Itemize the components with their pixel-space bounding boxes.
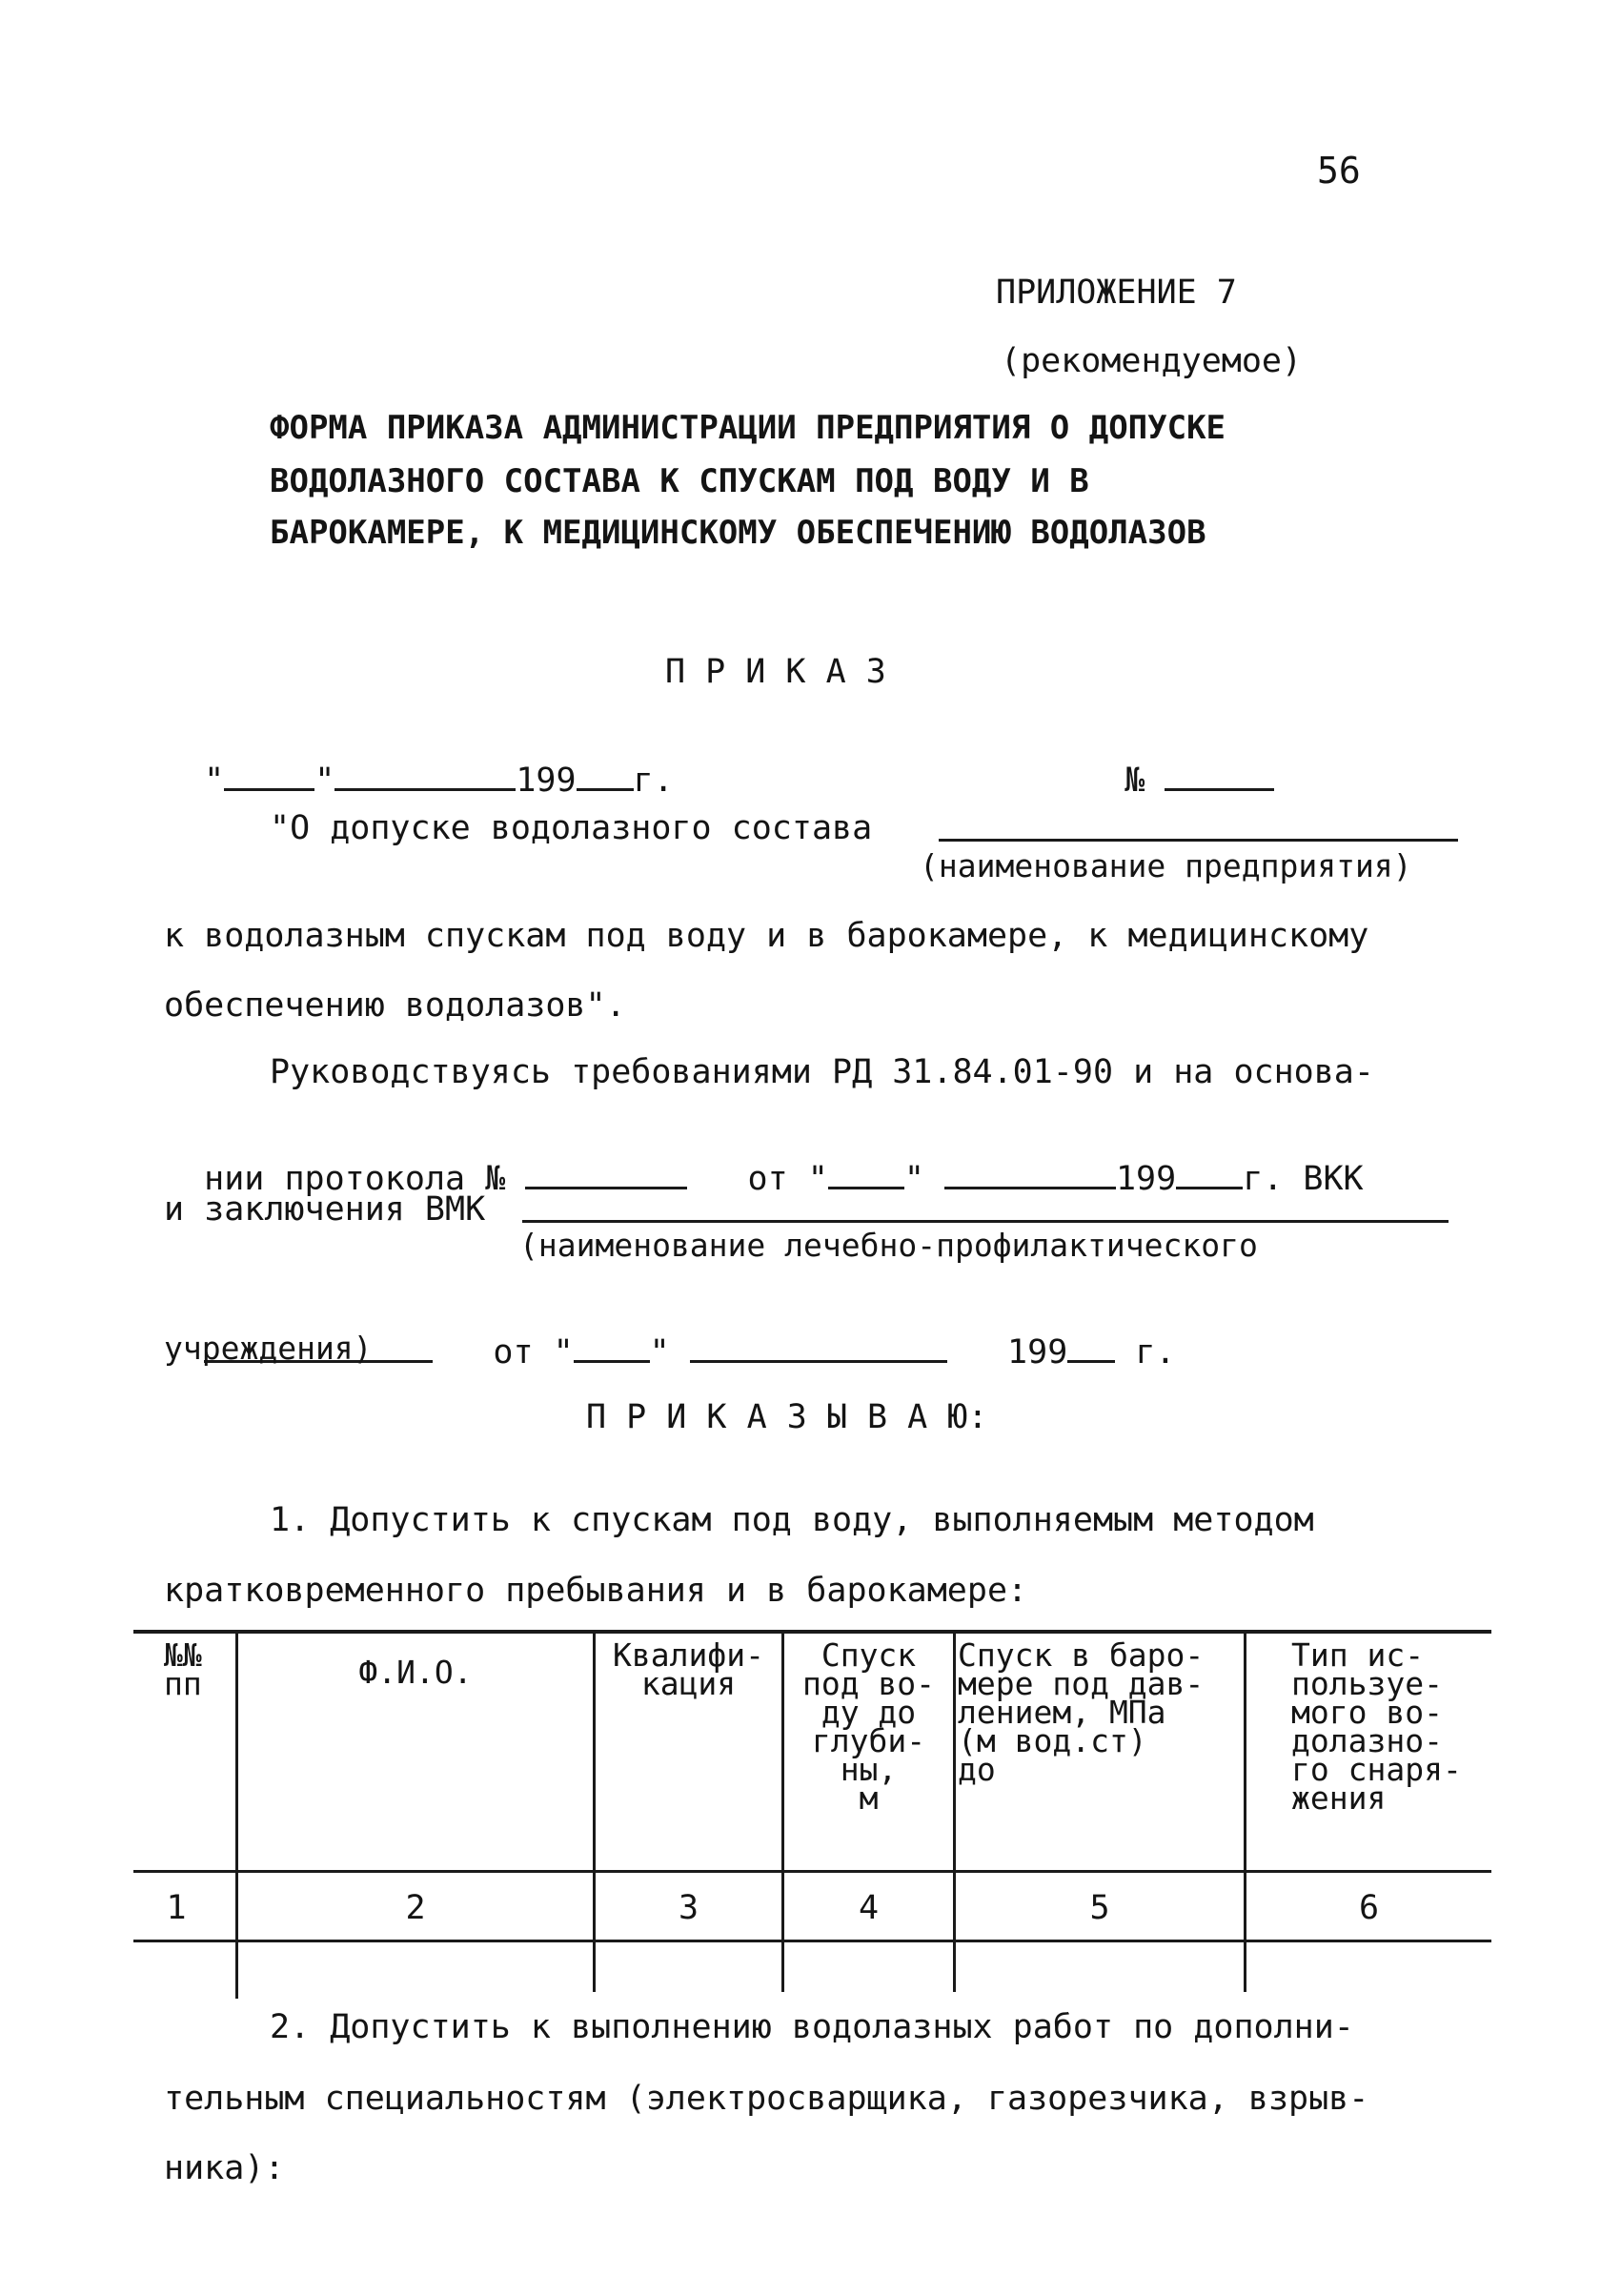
header-chamber-pressure: Спуск в баро- мере под дав- лением, МПа (м вод.ст) до <box>958 1636 1205 1788</box>
day-blank <box>224 760 314 791</box>
institution-caption: (наименование лечебно-профилактического <box>519 1227 1258 1264</box>
header-equipment-type: Тип ис- пользуе- мого во- долазно- го снаря- жения <box>1291 1636 1462 1817</box>
col-number-5: 5 <box>1089 1889 1110 1927</box>
item2-line-2: тельным специальностям (электросварщика, газорезчика, взрыв- <box>164 2080 1369 2118</box>
protocol-label: нии протокола № <box>204 1160 506 1198</box>
protocol-year-suffix: г. ВКК <box>1243 1160 1364 1198</box>
appendix-note: (рекомендуемое) <box>1001 342 1303 380</box>
item2-line-3: ника): <box>164 2149 285 2187</box>
table-top-rule <box>133 1630 1491 1634</box>
conclusion-day-blank <box>574 1331 650 1363</box>
basis-line-2 <box>164 1125 1364 1196</box>
enterprise-blank <box>939 839 1458 842</box>
year-blank <box>577 760 634 791</box>
protocol-year: 199 <box>1115 1160 1177 1198</box>
year-suffix: г. <box>633 762 674 800</box>
order-heading: П Р И К А З <box>665 653 886 691</box>
item2-line-1: 2. Допустить к выполнению водолазных работ по дополни- <box>270 2008 1354 2046</box>
header-name: Ф.И.О. <box>358 1654 473 1691</box>
conclusion-month-blank <box>690 1331 947 1363</box>
table-header-rule <box>133 1870 1491 1873</box>
form-title-line-3: БАРОКАМЕРЕ, К МЕДИЦИНСКОМУ ОБЕСПЕЧЕНИЮ ВОДОЛАЗОВ <box>270 514 1206 552</box>
col-divider-5 <box>1244 1632 1246 1992</box>
institution-caption-end: учреждения) <box>164 1330 373 1367</box>
subject-line-3: обеспечению водолазов". <box>164 986 626 1025</box>
command-heading: П Р И К А З Ы В А Ю: <box>586 1398 988 1436</box>
col-number-6: 6 <box>1358 1889 1380 1927</box>
conclusion-from-label: от " <box>493 1333 574 1372</box>
conclusion-quote: " <box>649 1333 670 1372</box>
basis-line-3: и заключения ВМК <box>164 1190 486 1229</box>
protocol-day-blank <box>828 1158 904 1189</box>
subject-line-1: "О допуске водолазного состава <box>270 809 873 847</box>
page-number: 56 <box>1317 150 1361 192</box>
year-prefix: 199 <box>516 762 577 800</box>
item1-line-2: кратковременного пребывания и в барокамере: <box>164 1572 1028 1610</box>
quote-close: " <box>314 762 335 800</box>
subject-line-2: к водолазным спускам под воду и в барокамере, к медицинскому <box>164 917 1369 955</box>
number-blank <box>1165 760 1274 791</box>
col-number-1: 1 <box>166 1889 187 1927</box>
header-number: №№ пп <box>164 1636 202 1702</box>
conclusion-year: 199 <box>1007 1333 1068 1372</box>
order-number <box>1084 726 1274 798</box>
protocol-month-blank <box>944 1158 1116 1189</box>
number-sign: № <box>1125 762 1145 800</box>
header-water-depth: Спуск под во- ду до глуби- ны, м <box>801 1636 936 1817</box>
form-title-line-2: ВОДОЛАЗНОГО СОСТАВА К СПУСКАМ ПОД ВОДУ И В <box>270 462 1089 500</box>
form-title-line-1: ФОРМА ПРИКАЗА АДМИНИСТРАЦИИ ПРЕДПРИЯТИЯ О ДОПУСКЕ <box>270 409 1226 447</box>
institution-blank <box>522 1220 1449 1223</box>
enterprise-caption: (наименование предприятия) <box>920 847 1412 884</box>
col-number-4: 4 <box>858 1889 880 1927</box>
date-line <box>164 726 674 798</box>
conclusion-year-suffix: г. <box>1135 1333 1176 1372</box>
table-number-rule <box>133 1940 1491 1942</box>
conclusion-year-blank <box>1067 1331 1115 1363</box>
from-label: от " <box>747 1160 828 1198</box>
col-number-2: 2 <box>405 1889 426 1927</box>
quote-open: " <box>204 762 225 800</box>
month-blank <box>334 760 516 791</box>
header-qualification: Квалифи- кация <box>613 1636 764 1702</box>
appendix-label: ПРИЛОЖЕНИЕ 7 <box>996 274 1237 312</box>
col-divider-4 <box>953 1632 956 1992</box>
col-number-3: 3 <box>678 1889 699 1927</box>
protocol-quote: " <box>903 1160 924 1198</box>
item1-line-1: 1. Допустить к спускам под воду, выполняемым методом <box>270 1501 1314 1539</box>
basis-line-1: Руководствуясь требованиями РД 31.84.01-90 и на основа- <box>270 1053 1374 1091</box>
protocol-year-blank <box>1176 1158 1243 1189</box>
protocol-number-blank <box>525 1158 687 1189</box>
